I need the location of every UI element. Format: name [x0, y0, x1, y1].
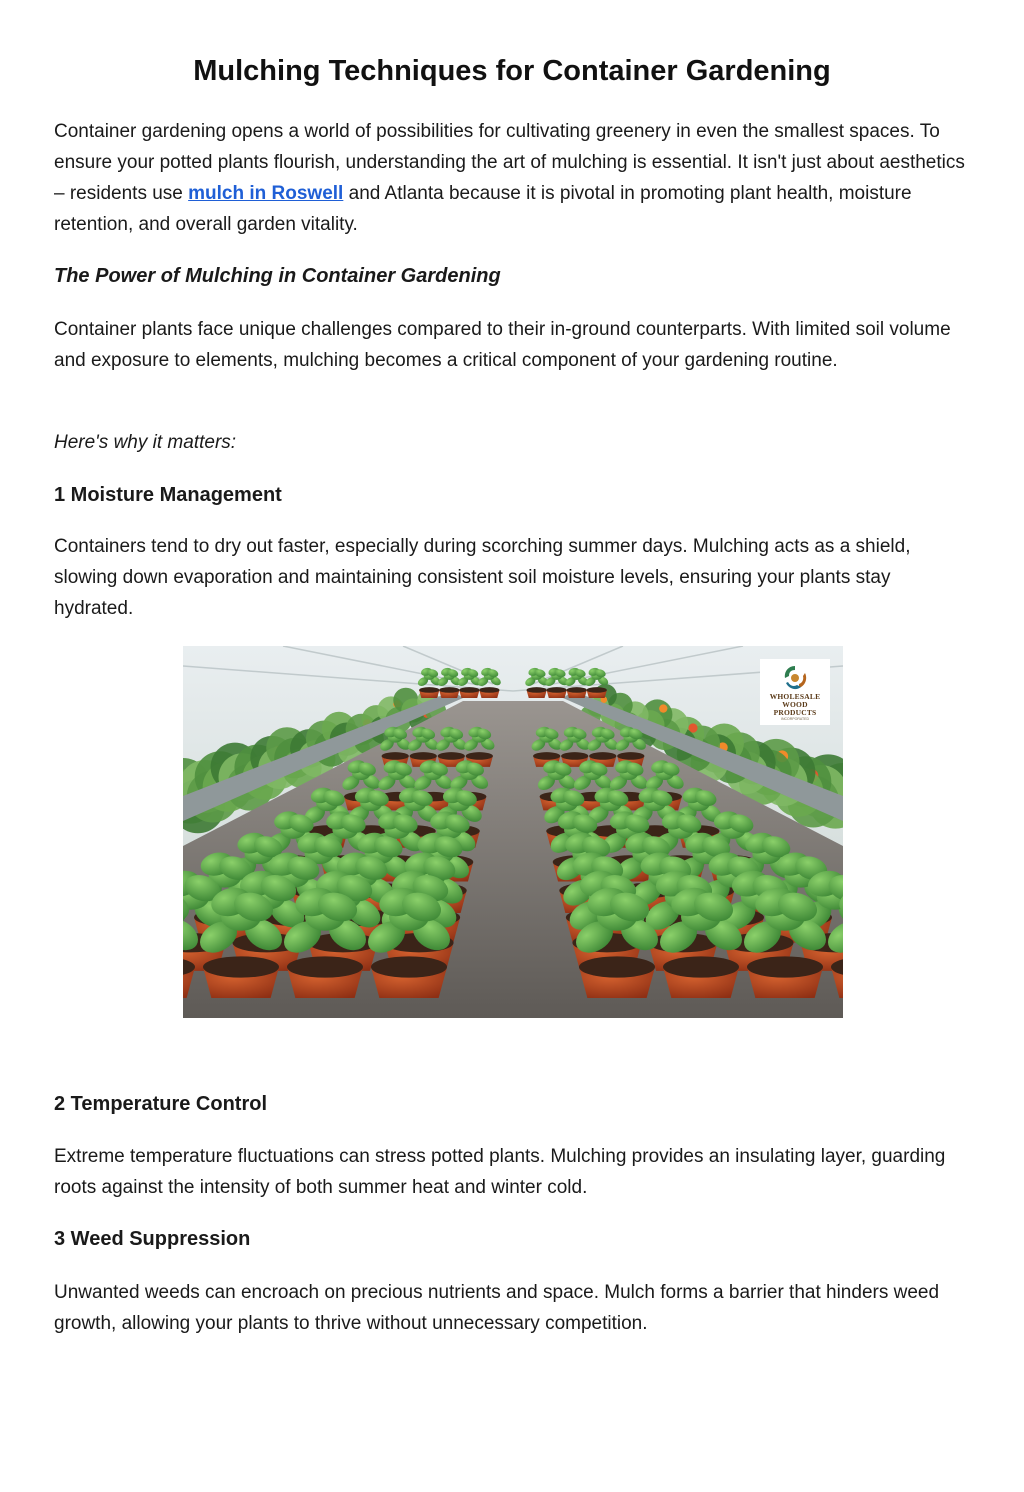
item-text-moisture: Containers tend to dry out faster, especially during scorching summer days. Mulching acts as a shield, slowing down evaporation and maintaining consistent soil moisture levels, ensuring your plants stay hydrated.	[54, 536, 911, 619]
recycle-leaf-icon	[778, 663, 812, 693]
section-paragraph: Container plants face unique challenges compared to their in-ground counterparts. With limited soil volume and exposure to elements, mulching becomes a critical component of your gardening routine.	[54, 319, 951, 371]
logo-line-1: WHOLESALE	[769, 692, 821, 701]
item-text-weed: Unwanted weeds can encroach on precious nutrients and space. Mulch forms a barrier that hinders weed growth, allowing your plants to thrive without unnecessary competition.	[54, 1282, 940, 1334]
intro-paragraph	[54, 116, 970, 240]
logo-line-2: WOOD PRODUCTS	[773, 700, 817, 717]
why-lead: Here's why it matters:	[54, 432, 237, 453]
page-title: Mulching Techniques for Container Gardening	[193, 55, 831, 87]
item-text-temperature: Extreme temperature fluctuations can stress potted plants. Mulching provides an insulating layer, guarding roots against the intensity of both summer heat and winter cold.	[54, 1146, 946, 1198]
logo-line-3: INCORPORATED	[781, 717, 809, 721]
item-heading-weed: 3 Weed Suppression	[54, 1228, 251, 1250]
mulch-roswell-link[interactable]: mulch in Roswell	[188, 183, 344, 204]
wholesale-wood-logo	[760, 659, 830, 725]
intro-text-start: Container gardening opens a world of possibilities for cultivating greenery in even the smallest spaces. To ensure your potted plants flourish, understanding the art of mulching is essential. It isn't just about aesthetics – residents use	[54, 121, 965, 204]
item-heading-temperature: 2 Temperature Control	[54, 1093, 267, 1115]
greenhouse-illustration	[183, 646, 843, 1018]
greenhouse-photo	[183, 646, 843, 1018]
section-heading: The Power of Mulching in Container Gardening	[54, 265, 501, 287]
item-heading-moisture: 1 Moisture Management	[54, 484, 282, 506]
intro-text-end: and Atlanta because it is pivotal in promoting plant health, moisture retention, and overall garden vitality.	[54, 183, 912, 235]
